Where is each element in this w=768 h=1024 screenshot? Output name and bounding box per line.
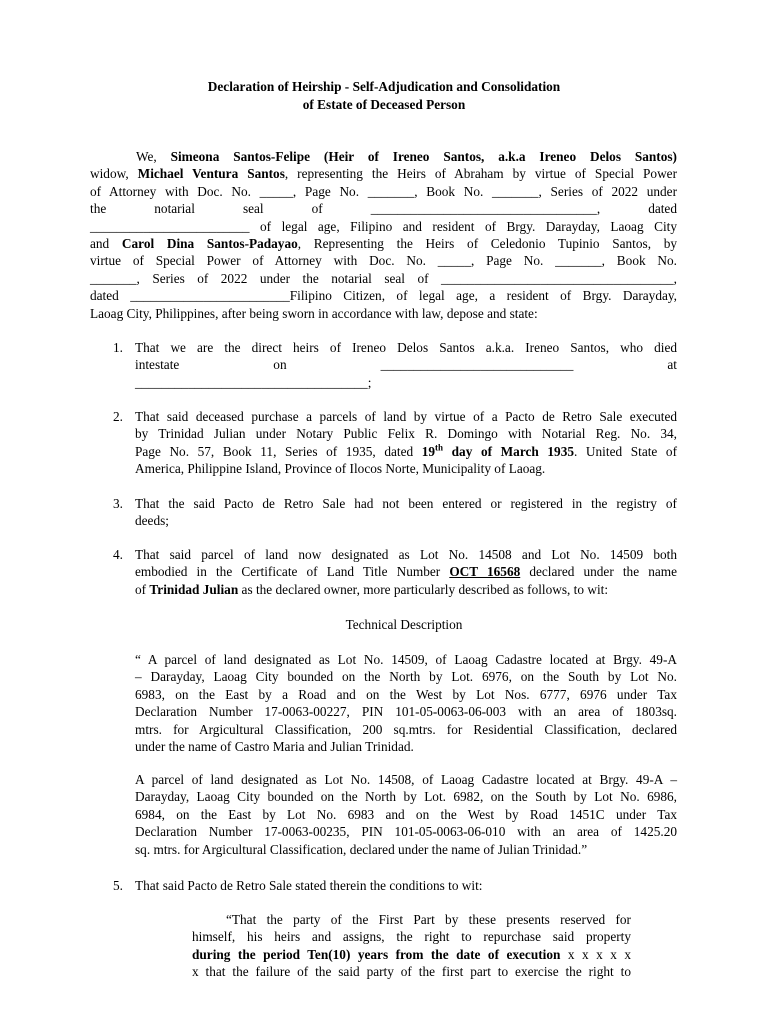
heir-name-michael: Michael Ventura Santos	[137, 166, 285, 182]
heir-name-carol: Carol Dina Santos-Padayao	[121, 236, 298, 252]
item-4-number: 4.	[113, 547, 123, 562]
lot-14508-description: A parcel of land designated as Lot No. 14508, of Laoag Cadastre located at Brgy. 49-A – Darayday, Laoag City bounded on the North by Lot. 6982, on the South by Lot No. 6986, 6984, on the East by Lot No. 6983 and on the West by Road 1451C under Tax Declaration Number 17-0063-00235, PIN 101-05-0063-06-010 with an area of 1425.20 sq. mtrs. for Argicultural Classification, declared under the name of Julian Trinidad.”	[135, 772, 677, 857]
item-3-number: 3.	[113, 496, 123, 511]
item-1-number: 1.	[113, 340, 123, 355]
item-3-text: That the said Pacto de Retro Sale had not been entered or registered in the registry of deeds;	[135, 496, 677, 529]
purchase-date: 19th day of March 1935	[421, 442, 574, 459]
intro-paragraph: We, Simeona Santos-Felipe (Heir of Ireneo Santos, a.k.a Ireneo Delos Santos) widow, Michael Ventura Santos, representing the Heirs of Abraham by virtue of Special Power of Attorney with Doc. No. _____, Page No. _______, Book No. _______, Series of 2022 under the notarial seal of __________________________________, dated ________________________ of legal age, Filipino and resident of Brgy. Darayday, Laoag City and Carol Dina Santos-Padayao, Representing the Heirs of Celedonio Tupinio Santos, by virtue of Special Power of Attorney with Doc. No. _____, Page No. _______, Book No. _______, Series of 2022 under the notarial seal of ___________________________________, dated ________________________Filipino Citizen, of legal age, a resident of Brgy. Darayday, Laoag City, Philippines, after being sworn in accordance with law, depose and state:	[90, 149, 678, 321]
item-2-text: That said deceased purchase a parcels of land by virtue of a Pacto de Retro Sale executed by Trinidad Julian under Notary Public Felix R. Domingo with Notarial Reg. No. 34, Page No. 57, Book 11, Series of 1935, dated 19th day of March 1935. United State of America, Philippine Island, Province of Ilocos Norte, Municipality of Laoag.	[135, 409, 677, 477]
item-2-number: 2.	[113, 409, 123, 424]
heir-name-simeona: Simeona Santos-Felipe (Heir of Ireneo Santos, a.k.a Ireneo Delos Santos)	[170, 149, 677, 164]
oct-number: OCT 16568	[449, 564, 521, 580]
item-1-text: That we are the direct heirs of Ireneo Delos Santos a.k.a. Ireneo Santos, who died intestate on _____________________________ at ___________________________________;	[135, 340, 677, 390]
item-5-text: That said Pacto de Retro Sale stated therein the conditions to wit:	[135, 878, 483, 893]
item-4-text: That said parcel of land now designated as Lot No. 14508 and Lot No. 14509 both embodied in the Certificate of Land Title Number OCT 16568 declared under the name of Trinidad Julian as the declared owner, more particularly described as follows, to wit:	[135, 547, 678, 597]
item-5-number: 5.	[113, 878, 123, 893]
repurchase-period: during the period Ten(10) years from the date of execution	[192, 946, 561, 962]
conditions-quote: “That the party of the First Part by these presents reserved for himself, his heirs and assigns, the right to repurchase said property during the period Ten(10) years from the date of execution x x x x x x that the failure of the said party of the first part to exercise the right to	[192, 912, 632, 980]
document-title-line-2: of Estate of Deceased Person	[302, 97, 466, 112]
lot-14509-description: “ A parcel of land designated as Lot No. 14509, of Laoag Cadastre located at Brgy. 49-A – Darayday, Laoag City bounded on the North by Lot. 6976, on the South by Lot No. 6983, on the East by a Road and on the West by Lot Nos. 6777, 6976 under Tax Declaration Number 17-0063-00227, PIN 101-05-0063-06-003 with an area of 1803sq. mtrs. for Argicultural Classification, 200 sq.mtrs. for Residential Classification, declared under the name of Castro Maria and Julian Trinidad.	[135, 652, 677, 755]
document-title-line-1: Declaration of Heirship - Self-Adjudication and Consolidation	[207, 79, 561, 94]
declared-owner: Trinidad Julian	[149, 581, 239, 597]
technical-description-heading: Technical Description	[345, 617, 463, 632]
